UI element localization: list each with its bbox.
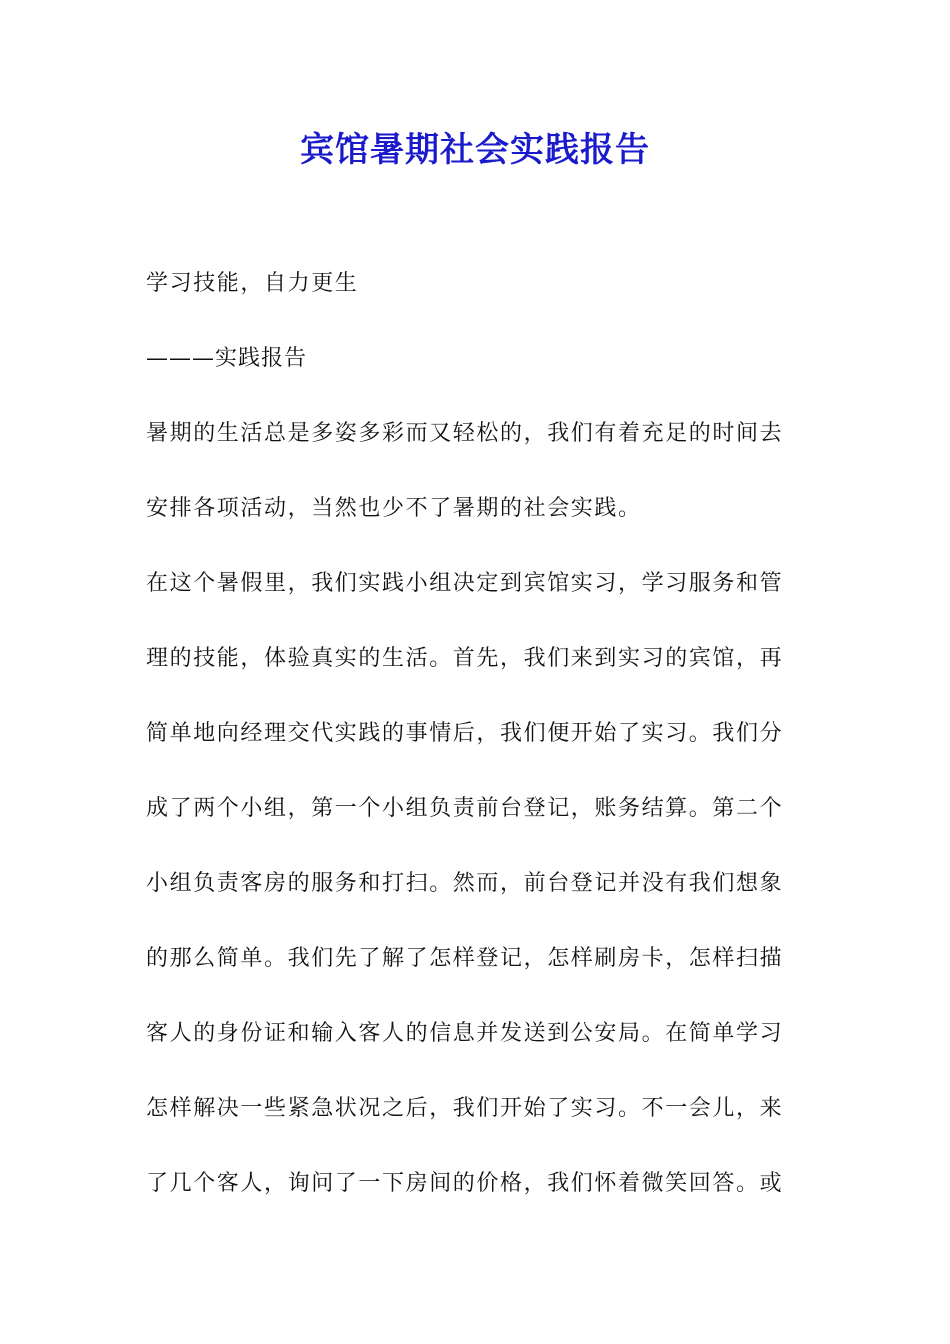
document-title: 宾馆暑期社会实践报告 <box>300 130 650 170</box>
text-line: 客人的身份证和输入客人的信息并发送到公安局。在简单学习 <box>146 1021 784 1046</box>
text-line: 了几个客人，询问了一下房间的价格，我们怀着微笑回答。或 <box>146 1171 784 1196</box>
text-line: 小组负责客房的服务和打扫。然而，前台登记并没有我们想象 <box>146 871 784 896</box>
text-line: 在这个暑假里，我们实践小组决定到宾馆实习，学习服务和管 <box>146 571 784 596</box>
text-line: 简单地向经理交代实践的事情后，我们便开始了实习。我们分 <box>146 721 784 746</box>
text-line: 成了两个小组，第一个小组负责前台登记，账务结算。第二个 <box>146 796 784 821</box>
text-line: 理的技能，体验真实的生活。首先，我们来到实习的宾馆，再 <box>146 646 784 671</box>
text-line: 暑期的生活总是多姿多彩而又轻松的，我们有着充足的时间去 <box>146 421 784 446</box>
text-line: 安排各项活动，当然也少不了暑期的社会实践。 <box>146 496 642 521</box>
text-line-subheading: 学习技能，自力更生 <box>146 271 359 296</box>
text-line-subtitle: ———实践报告 <box>146 346 308 371</box>
text-line: 怎样解决一些紧急状况之后，我们开始了实习。不一会儿，来 <box>146 1096 784 1121</box>
document-body <box>146 262 806 1237</box>
text-line: 的那么简单。我们先了解了怎样登记，怎样刷房卡，怎样扫描 <box>146 946 784 971</box>
